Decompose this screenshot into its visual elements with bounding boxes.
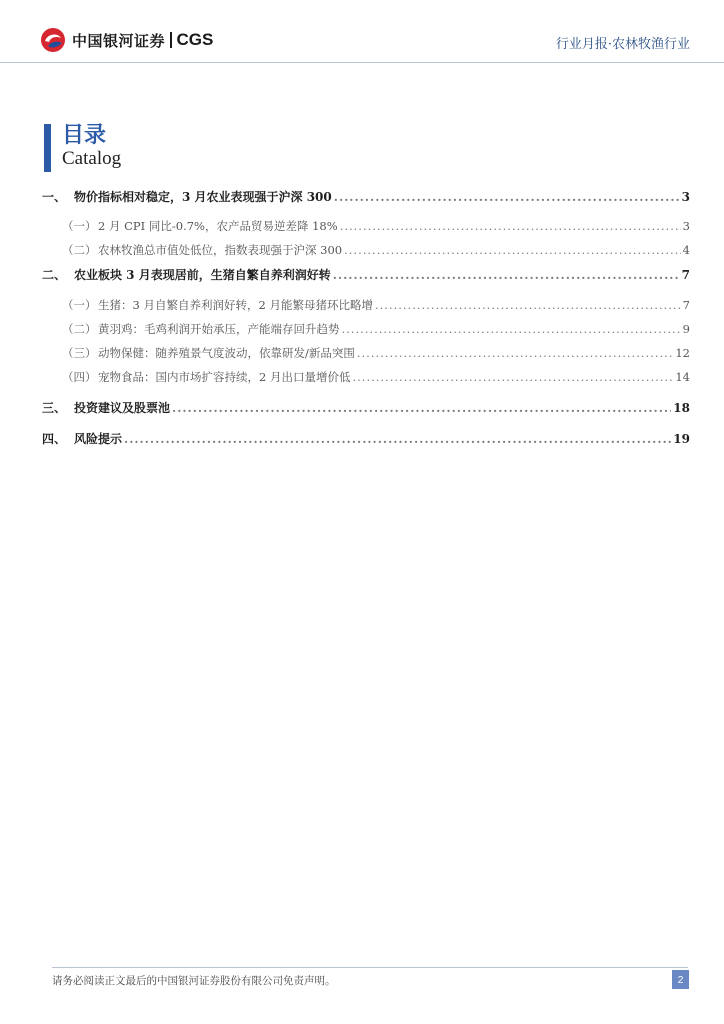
toc-dot-leader	[375, 298, 681, 312]
toc-dot-leader	[340, 219, 681, 233]
toc-entry-subsection[interactable]	[42, 297, 690, 317]
toc-dot-leader	[333, 268, 680, 282]
toc-dot-leader	[172, 401, 671, 415]
toc-entry-page: 4	[682, 243, 690, 257]
toc-entry-section[interactable]	[42, 430, 690, 450]
toc-entry-title: 农林牧渔总市值处低位，指数表现强于沪深 300	[98, 243, 343, 257]
toc-entry-page: 19	[673, 432, 690, 446]
toc-dot-leader	[342, 322, 681, 336]
toc-dot-leader	[352, 370, 673, 384]
toc-dot-leader	[334, 190, 680, 204]
toc-entry-subsection[interactable]	[42, 321, 690, 341]
toc-entry-subsection[interactable]	[42, 345, 690, 365]
footer-divider	[52, 967, 688, 968]
toc-entry-section[interactable]	[42, 399, 690, 419]
toc-entry-number: （三）	[62, 346, 97, 360]
toc-entry-subsection[interactable]	[42, 242, 690, 262]
cgs-logo-icon	[40, 27, 66, 53]
toc-entry-title: 物价指标相对稳定，3 月农业表现强于沪深 300	[74, 190, 332, 204]
toc-entry-number: （一）	[62, 298, 97, 312]
toc-dot-leader	[124, 432, 671, 446]
toc-dot-leader	[357, 346, 673, 360]
catalog-accent-bar	[44, 124, 51, 172]
header-divider	[0, 62, 724, 63]
report-type-label: 行业月报·农林牧渔行业	[555, 37, 690, 52]
footer-disclaimer: 请务必阅读正文最后的中国银河证券股份有限公司免责声明。	[52, 975, 336, 987]
toc-entry-subsection[interactable]	[42, 369, 690, 389]
toc-entry-page: 7	[681, 268, 690, 282]
logo-english-name: CGS	[176, 30, 214, 49]
toc-entry-number: （四）	[62, 370, 97, 384]
toc-entry-page: 9	[682, 322, 690, 336]
toc-entry-number: 三、	[42, 401, 67, 415]
toc-entry-title: 动物保健：随养殖景气度波动，依靠研发/新品突围	[98, 346, 355, 360]
toc-entry-number: （二）	[62, 243, 97, 257]
toc-entry-page: 12	[675, 346, 690, 360]
toc-entry-title: 黄羽鸡：毛鸡利润开始承压，产能端存回升趋势	[98, 322, 340, 336]
toc-entry-section[interactable]	[42, 266, 690, 286]
toc-entry-title: 2 月 CPI 同比-0.7%，农产品贸易逆差降 18%	[98, 219, 338, 233]
toc-entry-page: 3	[681, 190, 690, 204]
toc-entry-page: 3	[682, 219, 690, 233]
toc-entry-number: 四、	[42, 432, 67, 446]
toc-entry-number: （一）	[62, 219, 97, 233]
toc-entry-number: 一、	[42, 190, 67, 204]
catalog-title-cn: 目录	[62, 123, 107, 148]
logo-divider	[170, 32, 172, 48]
catalog-title-en: Catalog	[62, 148, 122, 169]
toc-entry-number: （二）	[62, 322, 97, 336]
toc-entry-page: 7	[682, 298, 690, 312]
company-logo	[40, 27, 213, 53]
toc-entry-page: 18	[673, 401, 690, 415]
page-number-badge: 2	[672, 970, 689, 989]
toc-entry-page: 14	[675, 370, 690, 384]
toc-entry-title: 宠物食品：国内市场扩容持续，2 月出口量增价低	[98, 370, 351, 384]
toc-entry-subsection[interactable]	[42, 218, 690, 238]
toc-entry-title: 农业板块 3 月表现居前，生猪自繁自养利润好转	[74, 268, 331, 282]
toc-entry-title: 生猪：3 月自繁自养利润好转，2 月能繁母猪环比略增	[98, 298, 373, 312]
page-header	[0, 0, 724, 62]
toc-entry-section[interactable]	[42, 188, 690, 208]
toc-entry-title: 风险提示	[74, 432, 123, 446]
toc-entry-title: 投资建议及股票池	[74, 401, 171, 415]
toc-dot-leader	[344, 243, 681, 257]
toc-entry-number: 二、	[42, 268, 67, 282]
logo-chinese-name: 中国银河证券	[72, 31, 166, 50]
